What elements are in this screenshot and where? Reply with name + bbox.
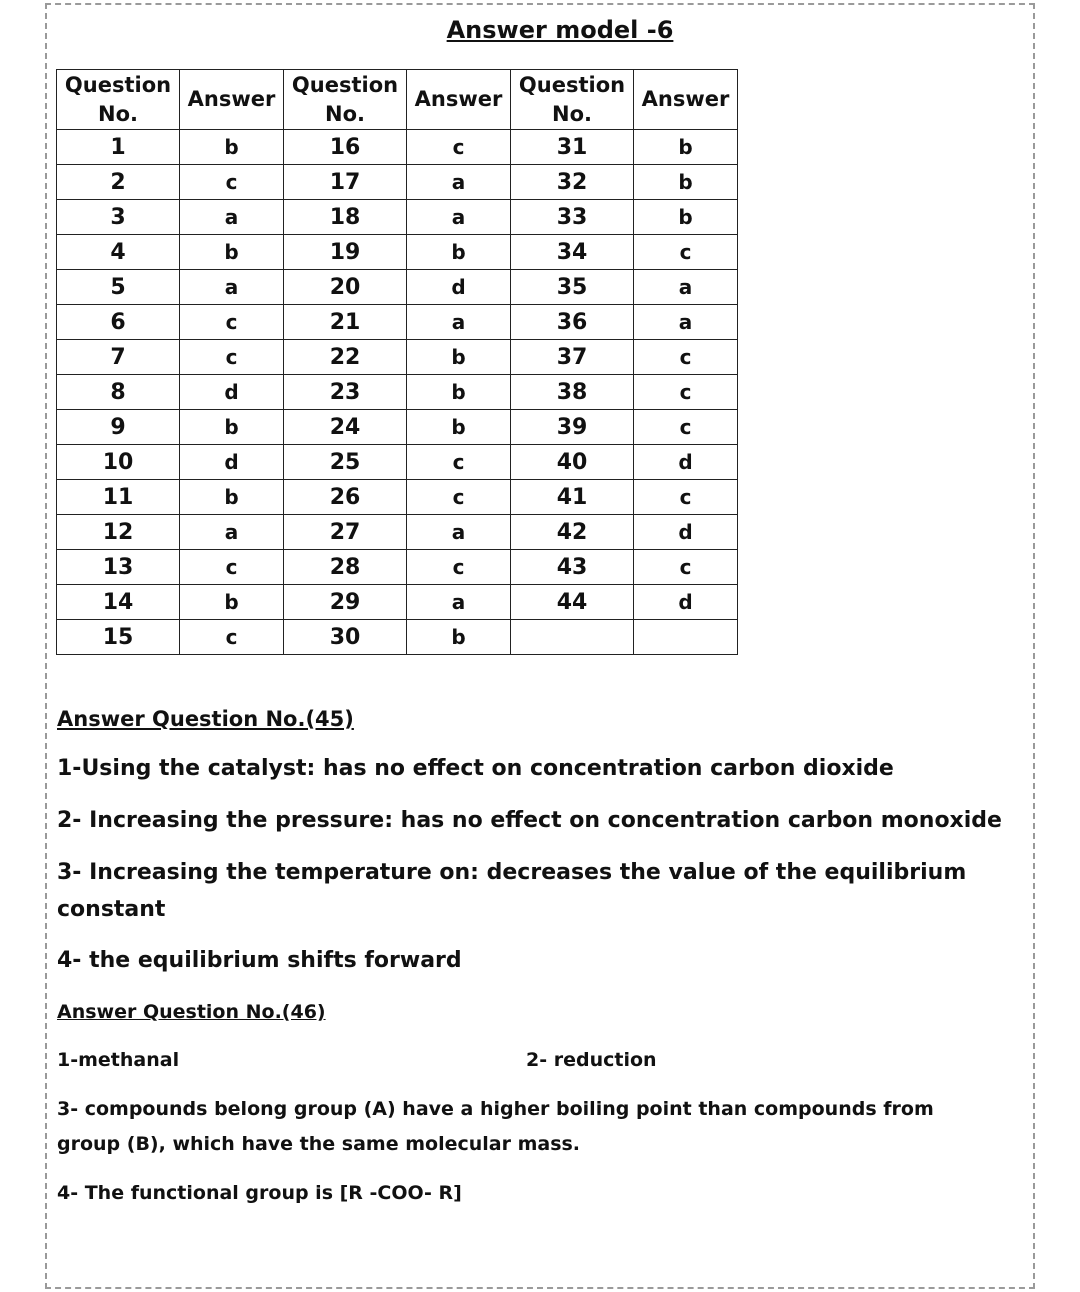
question-number-cell: 34: [511, 235, 634, 270]
question-number-cell: 40: [511, 445, 634, 480]
question-number-cell: 9: [57, 410, 180, 445]
answer-cell: b: [180, 480, 284, 515]
answer-cell: b: [180, 130, 284, 165]
header-answer-3: Answer: [634, 70, 738, 130]
q46-item-3: 3- compounds belong group (A) have a higher boiling point than compounds from: [57, 1098, 934, 1120]
question-number-cell: 37: [511, 340, 634, 375]
q46-item-1: 1-methanal: [57, 1049, 180, 1071]
question-number-cell: 44: [511, 585, 634, 620]
answer-cell: b: [407, 620, 511, 655]
answer-cell: a: [407, 515, 511, 550]
question-number-cell: 14: [57, 585, 180, 620]
question-number-cell: 29: [284, 585, 407, 620]
answer-cell: a: [407, 200, 511, 235]
answer-cell: c: [180, 620, 284, 655]
answer-table: [56, 69, 738, 655]
question-number-cell: 31: [511, 130, 634, 165]
question-number-cell: 39: [511, 410, 634, 445]
answer-cell: b: [180, 410, 284, 445]
answer-cell: a: [180, 515, 284, 550]
header-question-no-2: Question No.: [284, 70, 407, 130]
answer-cell: b: [407, 235, 511, 270]
table-row: [57, 305, 738, 340]
question-number-cell: 1: [57, 130, 180, 165]
q45-heading: Answer Question No.(45): [57, 707, 354, 731]
question-number-cell: 12: [57, 515, 180, 550]
answer-cell: c: [180, 340, 284, 375]
page-title: Answer model -6: [446, 16, 674, 44]
answer-cell: b: [634, 130, 738, 165]
answer-cell: c: [634, 410, 738, 445]
question-number-cell: 26: [284, 480, 407, 515]
question-number-cell: 18: [284, 200, 407, 235]
question-number-cell: 30: [284, 620, 407, 655]
question-number-cell: 24: [284, 410, 407, 445]
answer-cell: a: [634, 305, 738, 340]
question-number-cell: 27: [284, 515, 407, 550]
answer-cell: b: [407, 410, 511, 445]
table-row: [57, 410, 738, 445]
question-number-cell: 19: [284, 235, 407, 270]
question-number-cell: 16: [284, 130, 407, 165]
question-number-cell: 23: [284, 375, 407, 410]
question-number-cell: 13: [57, 550, 180, 585]
answer-cell: c: [634, 550, 738, 585]
question-number-cell: 20: [284, 270, 407, 305]
answer-cell: c: [180, 550, 284, 585]
answer-cell: c: [634, 235, 738, 270]
answer-cell: d: [180, 445, 284, 480]
table-row: [57, 480, 738, 515]
answer-cell: a: [180, 200, 284, 235]
table-row: [57, 515, 738, 550]
table-row: [57, 340, 738, 375]
table-row: [57, 585, 738, 620]
answer-cell: d: [180, 375, 284, 410]
question-number-cell: 3: [57, 200, 180, 235]
header-answer-2: Answer: [407, 70, 511, 130]
table-row: [57, 200, 738, 235]
question-number-cell: 25: [284, 445, 407, 480]
question-number-cell: 22: [284, 340, 407, 375]
q45-item-3-cont: constant: [57, 897, 166, 922]
table-row: [57, 165, 738, 200]
answer-cell: c: [180, 305, 284, 340]
answer-cell: d: [634, 445, 738, 480]
question-number-cell: 8: [57, 375, 180, 410]
answer-cell: d: [634, 515, 738, 550]
answer-cell: c: [634, 340, 738, 375]
answer-cell: d: [634, 585, 738, 620]
answer-cell: b: [634, 165, 738, 200]
answer-cell: c: [407, 130, 511, 165]
question-number-cell: 41: [511, 480, 634, 515]
q46-heading: Answer Question No.(46): [57, 1001, 326, 1023]
question-number-cell: 11: [57, 480, 180, 515]
question-number-cell: 10: [57, 445, 180, 480]
q45-item-3: 3- Increasing the temperature on: decreases the value of the equilibrium: [57, 860, 967, 885]
answer-cell: a: [407, 165, 511, 200]
table-row: [57, 235, 738, 270]
q45-item-1: 1-Using the catalyst: has no effect on concentration carbon dioxide: [57, 756, 894, 781]
answer-cell: a: [180, 270, 284, 305]
q46-item-4: 4- The functional group is [R -COO- R]: [57, 1182, 462, 1204]
question-number-cell: 17: [284, 165, 407, 200]
q46-item-3-cont: group (B), which have the same molecular mass.: [57, 1133, 581, 1155]
question-number-cell: 35: [511, 270, 634, 305]
answer-cell: c: [634, 480, 738, 515]
header-question-no-3: Question No.: [511, 70, 634, 130]
q45-item-2: 2- Increasing the pressure: has no effect on concentration carbon monoxide: [57, 808, 1002, 833]
table-row: [57, 550, 738, 585]
table-row: [57, 130, 738, 165]
question-number-cell: 2: [57, 165, 180, 200]
q46-item-2: 2- reduction: [526, 1049, 657, 1071]
answer-cell: a: [407, 585, 511, 620]
answer-cell: c: [407, 550, 511, 585]
question-number-cell: 42: [511, 515, 634, 550]
header-question-no-1: Question No.: [57, 70, 180, 130]
answer-cell: d: [407, 270, 511, 305]
answer-cell: b: [180, 235, 284, 270]
question-number-cell: 7: [57, 340, 180, 375]
answer-cell: b: [407, 375, 511, 410]
q45-item-4: 4- the equilibrium shifts forward: [57, 948, 462, 973]
table-row: [57, 445, 738, 480]
table-row: [57, 375, 738, 410]
question-number-cell: 4: [57, 235, 180, 270]
question-number-cell: 36: [511, 305, 634, 340]
answer-cell: a: [407, 305, 511, 340]
answer-cell: c: [407, 445, 511, 480]
question-number-cell: 38: [511, 375, 634, 410]
answer-cell: b: [180, 585, 284, 620]
answer-cell: b: [407, 340, 511, 375]
table-header-row: [57, 70, 738, 130]
answer-cell: c: [180, 165, 284, 200]
answer-cell: b: [634, 200, 738, 235]
question-number-cell: 32: [511, 165, 634, 200]
question-number-cell: 15: [57, 620, 180, 655]
answer-cell: c: [407, 480, 511, 515]
question-number-cell: 21: [284, 305, 407, 340]
question-number-cell: 33: [511, 200, 634, 235]
answer-cell: a: [634, 270, 738, 305]
table-row: [57, 620, 738, 655]
header-answer-1: Answer: [180, 70, 284, 130]
question-number-cell: 43: [511, 550, 634, 585]
answer-cell: [634, 620, 738, 655]
question-number-cell: 28: [284, 550, 407, 585]
question-number-cell: [511, 620, 634, 655]
answer-cell: c: [634, 375, 738, 410]
table-row: [57, 270, 738, 305]
question-number-cell: 6: [57, 305, 180, 340]
question-number-cell: 5: [57, 270, 180, 305]
